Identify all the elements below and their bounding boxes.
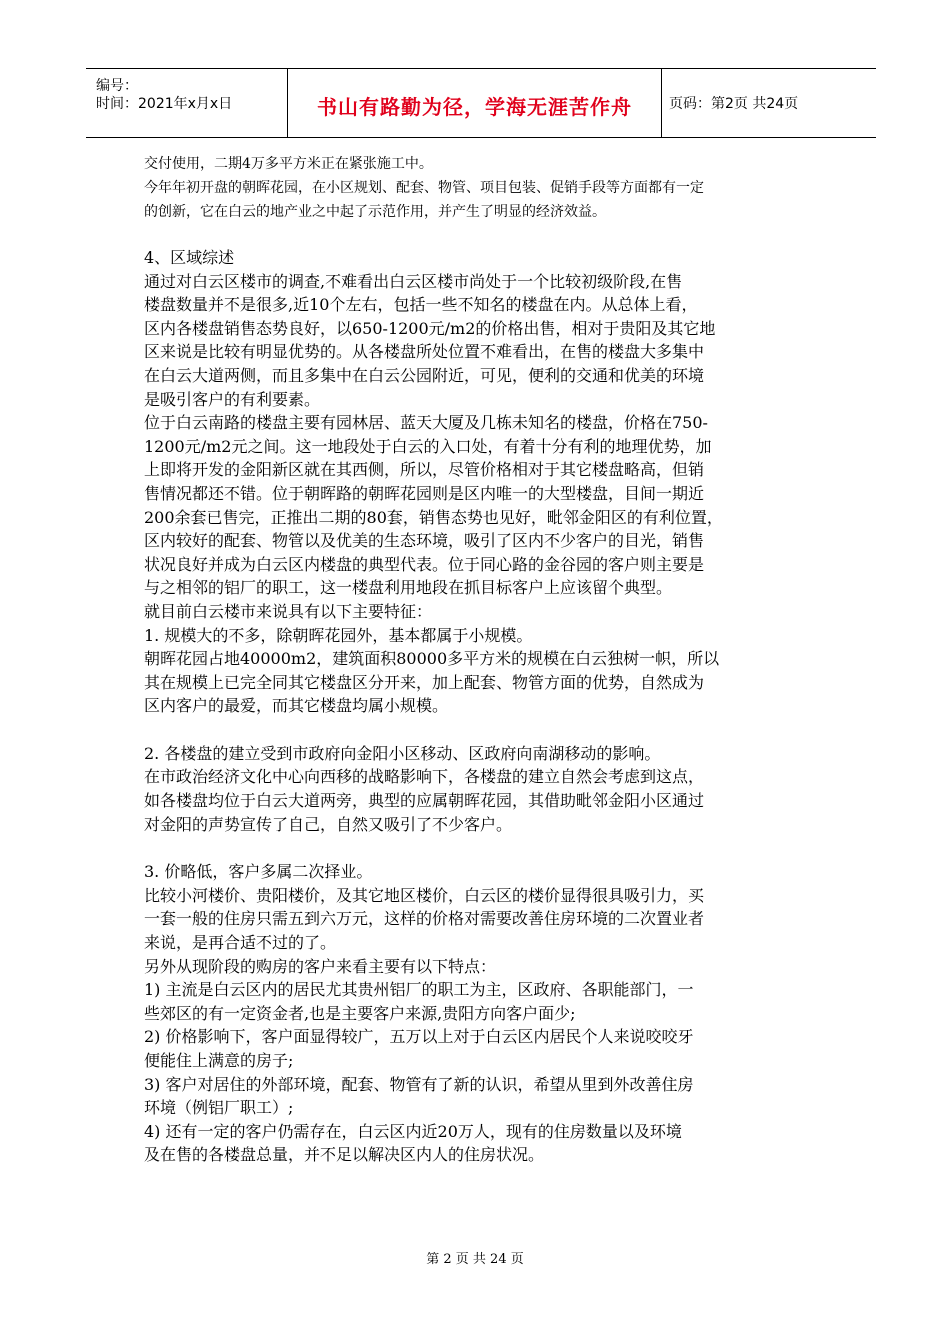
text-line: 的创新，它在白云的地产业之中起了示范作用，并产生了明显的经济效益。 xyxy=(144,204,606,220)
region-overview-block xyxy=(144,270,834,718)
text-line: 另外从现阶段的购房的客户来看主要有以下特点： xyxy=(144,956,497,976)
feature-3-block xyxy=(144,860,834,1167)
text-line: 2) 价格影响下，客户面显得较广，五万以上对于白云区内居民个人来说咬咬牙 xyxy=(144,1027,694,1047)
text-line: 就目前白云楼市来说具有以下主要特征： xyxy=(144,601,433,621)
page-header xyxy=(86,68,876,138)
header-page-cell xyxy=(661,69,876,137)
text-line: 便能住上满意的房子; xyxy=(144,1051,294,1070)
text-line: 状况良好并成为白云区内楼盘的典型代表。位于同心路的金谷园的客户则主要是 xyxy=(144,554,705,574)
feature-2-block xyxy=(144,742,834,836)
text-line: 其在规模上已完全同其它楼盘区分开来，加上配套、物管方面的优势，自然成为 xyxy=(144,672,705,692)
text-line: 区来说是比较有明显优势的。从各楼盘所处位置不难看出，在售的楼盘大多集中 xyxy=(144,342,705,362)
text-line: 4) 还有一定的客户仍需存在，白云区内近20万人，现有的住房数量以及环境 xyxy=(144,1121,682,1141)
text-line: 及在售的各楼盘总量，并不足以解决区内人的住房状况。 xyxy=(144,1145,545,1165)
text-line: 区内较好的配套、物管以及优美的生态环境，吸引了区内不少客户的目光，销售 xyxy=(144,531,705,551)
header-motto-cell xyxy=(287,69,662,137)
text-line: 在市政治经济文化中心向西移的战略影响下，各楼盘的建立自然会考虑到这点， xyxy=(144,767,705,787)
text-line: 3. 价略低，客户多属二次择业。 xyxy=(144,862,373,882)
text-line: 比较小河楼价、贵阳楼价，及其它地区楼价，白云区的楼价显得很具吸引力，买 xyxy=(144,885,705,905)
document-body xyxy=(144,152,834,1167)
text-line: 1) 主流是白云区内的居民尤其贵州铝厂的职工为主，区政府、各职能部门，一 xyxy=(144,980,694,1000)
header-meta-cell xyxy=(86,69,286,137)
text-line: 上即将开发的金阳新区就在其西侧，所以，尽管价格相对于其它楼盘略高，但销 xyxy=(144,460,705,480)
text-line: 如各楼盘均位于白云大道两旁，典型的应属朝晖花园，其借助毗邻金阳小区通过 xyxy=(144,791,705,811)
text-line: 对金阳的声势宣传了自己，自然又吸引了不少客户。 xyxy=(144,814,513,834)
text-line: 楼盘数量并不是很多,近10个左右，包括一些不知名的楼盘在内。从总体上看， xyxy=(144,295,698,315)
text-line: 一套一般的住房只需五到六万元，这样的价格对需要改善住房环境的二次置业者 xyxy=(144,909,705,929)
text-line: 是吸引客户的有利要素。 xyxy=(144,389,321,409)
text-line: 200余套已售完，正推出二期的80套，销售态势也见好，毗邻金阳区的有利位置， xyxy=(144,507,723,527)
text-line: 位于白云南路的楼盘主要有园林居、蓝天大厦及几栋未知名的楼盘，价格在750- xyxy=(144,413,708,433)
time-label: 时间：2021年x月x日 xyxy=(96,96,233,112)
text-line: 些郊区的有一定资金者,也是主要客户来源,贵阳方向客户面少; xyxy=(144,1003,576,1023)
text-line: 今年年初开盘的朝晖花园，在小区规划、配套、物管、项目包装、促销手段等方面都有一定 xyxy=(144,180,704,196)
text-line: 区内客户的最爱，而其它楼盘均属小规模。 xyxy=(144,696,449,716)
text-line: 环境（例铝厂职工）; xyxy=(144,1098,294,1118)
motto-text: 书山有路勤为径，学海无涯苦作舟 xyxy=(317,95,632,119)
page-number-label: 页码：第2页 共24页 xyxy=(669,96,799,112)
text-line: 2. 各楼盘的建立受到市政府向金阳小区移动、区政府向南湖移动的影响。 xyxy=(144,743,661,763)
text-line: 1200元/m2元之间。这一地段处于白云的入口处，有着十分有利的地理优势，加 xyxy=(144,436,712,456)
text-line: 交付使用，二期4万多平方米正在紧张施工中。 xyxy=(144,156,433,172)
text-line: 通过对白云区楼市的调查,不难看出白云区楼市尚处于一个比较初级阶段,在售 xyxy=(144,271,683,291)
serial-label: 编号： xyxy=(96,78,138,94)
spacer xyxy=(144,718,834,742)
text-line: 在白云大道两侧，而且多集中在白云公园附近，可见，便利的交通和优美的环境 xyxy=(144,365,705,385)
text-line: 1. 规模大的不多，除朝晖花园外，基本都属于小规模。 xyxy=(144,625,533,645)
text-line: 售情况都还不错。位于朝晖路的朝晖花园则是区内唯一的大型楼盘，目间一期近 xyxy=(144,483,705,503)
spacer xyxy=(144,836,834,860)
text-line: 3) 客户对居住的外部环境，配套、物管有了新的认识，希望从里到外改善住房 xyxy=(144,1074,694,1094)
section-heading: 4、区域综述 xyxy=(144,248,235,267)
text-line: 与之相邻的铝厂的职工，这一楼盘利用地段在抓目标客户上应该留个典型。 xyxy=(144,578,673,598)
text-line: 区内各楼盘销售态势良好，以650-1200元/m2的价格出售，相对于贵阳及其它地 xyxy=(144,318,716,338)
text-line: 朝晖花园占地40000m2，建筑面积80000多平方米的规模在白云独树一帜，所以 xyxy=(144,649,720,669)
page-footer: 第 2 页 共 24 页 xyxy=(426,1252,524,1267)
intro-paragraph xyxy=(144,152,834,224)
text-line: 来说，是再合适不过的了。 xyxy=(144,933,337,953)
spacer xyxy=(144,224,834,246)
